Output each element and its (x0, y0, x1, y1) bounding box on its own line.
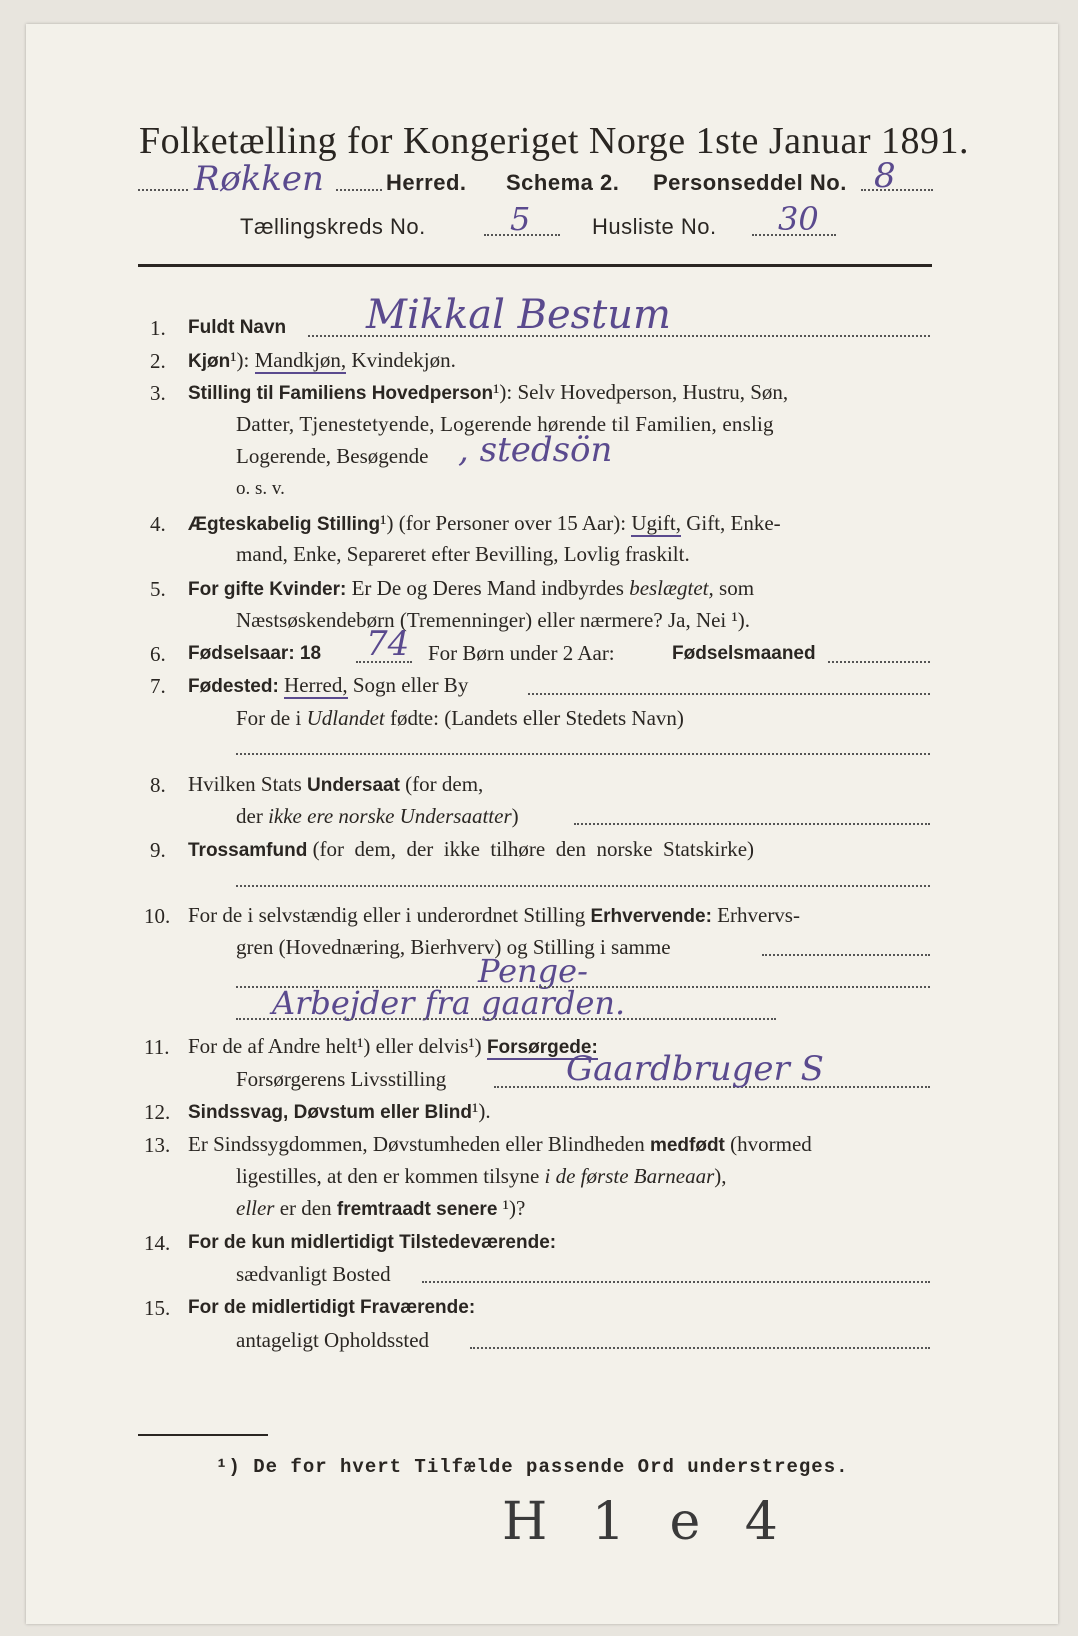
q7-italic: Udlandet (306, 706, 385, 730)
q3-line2: Datter, Tjenestetyende, Logerende hørende til Familien, enslig (236, 412, 774, 436)
q11-text2: eller delvis (375, 1034, 469, 1058)
q15-number: 15. (144, 1296, 171, 1320)
personseddel-value: 8 (874, 156, 896, 196)
q4-option-ugift: Ugift, (631, 511, 681, 535)
kreds-label: Tællingskreds No. (240, 214, 426, 239)
q3-label: Stilling til Familiens Hovedperson (188, 383, 494, 404)
herred-label: Herred. (386, 170, 467, 195)
q1-label: Fuldt Navn (188, 317, 287, 338)
q3-options-1: Selv Hovedperson, Hustru, Søn, (517, 380, 789, 404)
q13-text2: (hvormed (730, 1132, 812, 1156)
q7-label: Fødested: (188, 676, 279, 697)
q7-text2: For de i (236, 706, 302, 730)
q13-line3 (236, 1196, 525, 1221)
q8-text3: der (236, 804, 263, 828)
dotted-leader (356, 661, 412, 663)
q6-value: 74 (366, 624, 410, 664)
kreds-value: 5 (510, 200, 531, 238)
q8-number: 8. (150, 773, 166, 797)
dotted-leader (138, 189, 188, 191)
q11-text: For de af Andre helt (188, 1034, 358, 1058)
q13-italic2: eller (236, 1196, 275, 1220)
q11-sup: ¹) (357, 1034, 371, 1058)
q8-italic: ikke ere norske Undersaatter (268, 804, 512, 828)
q4-options: Gift, Enke- (686, 511, 781, 535)
q5-number: 5. (150, 577, 166, 601)
q10-label: Erhvervende: (590, 906, 712, 927)
q8-line1 (188, 772, 483, 797)
q11-sup2: ¹) (468, 1034, 482, 1058)
husliste-value: 30 (778, 200, 819, 238)
q5-text: Er De og Deres Mand indbyrdes (351, 576, 624, 600)
q10-text2: Erhvervs- (717, 903, 800, 927)
q4-number: 4. (150, 512, 166, 536)
dotted-leader (470, 1347, 930, 1349)
dotted-leader (574, 823, 930, 825)
q3-value: , stedsön (458, 430, 613, 470)
q6-label: Fødselsaar: 18 (188, 643, 322, 664)
dotted-leader (528, 693, 930, 695)
q15-label: For de midlertidigt Fraværende: (188, 1297, 476, 1318)
q7-text3: fødte: (Landets eller Stedets Navn) (389, 706, 684, 730)
dotted-leader (484, 234, 560, 236)
q2-label: Kjøn (188, 351, 231, 372)
q11-label: Forsørgede: (486, 1037, 598, 1058)
census-form (26, 24, 1058, 1624)
q8-text: Hvilken Stats (188, 772, 302, 796)
q5-text-end: som (719, 576, 755, 600)
q15-line2: antageligt Opholdssted (236, 1328, 430, 1352)
q10-line2: gren (Hovednæring, Bierhverv) og Stilling i samme (236, 935, 671, 959)
q14-label: For de kun midlertidigt Tilstedeværende: (188, 1232, 557, 1253)
q6-text: For Børn under 2 Aar: (428, 641, 615, 665)
q7-text: Sogn eller By (352, 673, 469, 697)
archive-mark: H 1 e 4 (502, 1492, 792, 1552)
q12-label: Sindssvag, Døvstum eller Blind (188, 1102, 473, 1123)
q13-sup: ¹)? (502, 1196, 526, 1220)
dotted-leader (752, 234, 836, 236)
dotted-leader (762, 954, 930, 956)
q7-number: 7. (150, 674, 166, 698)
q13-line1 (188, 1132, 812, 1157)
q12-sup: ¹). (472, 1099, 491, 1123)
q11-line2: Forsørgerens Livsstilling (236, 1067, 447, 1091)
dotted-leader (236, 1018, 776, 1020)
q1-number: 1. (150, 316, 166, 340)
q14-number: 14. (144, 1231, 171, 1255)
q4-label: Ægteskabelig Stilling (188, 514, 381, 535)
q7-line2 (236, 706, 684, 731)
q4-sup: ¹) (380, 511, 394, 535)
q11-line1 (188, 1034, 598, 1059)
q2-number: 2. (150, 349, 166, 373)
q1-value: Mikkal Bestum (366, 292, 671, 338)
q5-line1 (188, 576, 754, 601)
form-title: Folketælling for Kongeriget Norge 1ste Januar 1891. (139, 120, 970, 162)
q12-line (188, 1099, 491, 1124)
q3-line3: Logerende, Besøgende (236, 444, 429, 468)
q4-line2: mand, Enke, Separeret efter Bevilling, Lovlig fraskilt. (236, 542, 690, 566)
q2-option-male: Mandkjøn, (254, 348, 347, 372)
q13-text3: ligestilles, at den er kommen tilsyne (236, 1164, 540, 1188)
dotted-leader (861, 189, 933, 191)
q5-line2: Næstsøskendebørn (Tremenninger) eller nærmere? Ja, Nei ¹). (236, 608, 751, 632)
q13-text: Er Sindssygdommen, Døvstumheden eller Blindheden (188, 1132, 645, 1156)
schema-label: Schema 2. (506, 170, 620, 195)
q8-text2: (for dem, (405, 772, 484, 796)
q11-value: Gaardbruger S (566, 1049, 824, 1089)
q8-paren: ) (511, 804, 519, 828)
q10-value1: Penge- (478, 952, 588, 990)
q13-line2 (236, 1164, 727, 1189)
header-rule (138, 264, 932, 267)
q7-line1 (188, 673, 468, 698)
herred-value: Røkken (194, 159, 324, 199)
q8-label: Undersaat (307, 775, 400, 796)
q14-line2: sædvanligt Bosted (236, 1262, 391, 1286)
q5-italic: beslægtet, (629, 576, 714, 600)
dotted-leader (828, 661, 930, 663)
q13-text4: ), (714, 1164, 727, 1188)
q9-label: Trossamfund (188, 840, 308, 861)
q3-line4: o. s. v. (236, 478, 285, 499)
q2-sup: ¹): (230, 348, 250, 372)
q11-number: 11. (144, 1035, 170, 1059)
q5-label: For gifte Kvinder: (188, 579, 347, 600)
dotted-leader (236, 753, 930, 755)
footnote: ¹) De for hvert Tilfælde passende Ord understreges. (216, 1456, 849, 1478)
q3-line1 (188, 380, 788, 405)
q10-value2: Arbejder fra gaarden. (272, 984, 626, 1022)
q9-line (188, 837, 754, 862)
footnote-rule (138, 1434, 268, 1436)
q13-text5: er den (279, 1196, 332, 1220)
q13-label: medfødt (649, 1135, 725, 1156)
q3-number: 3. (150, 381, 166, 405)
husliste-label: Husliste No. (592, 214, 717, 239)
q6-number: 6. (150, 642, 166, 666)
q13-label2: fremtraadt senere (336, 1199, 498, 1220)
q13-number: 13. (144, 1133, 171, 1157)
q7-option-herred: Herred, (284, 673, 348, 697)
q2-line (188, 348, 456, 373)
q10-line1 (188, 903, 800, 928)
q8-line2 (236, 804, 519, 829)
q4-text: (for Personer over 15 Aar): (398, 511, 627, 535)
q4-line1 (188, 511, 781, 536)
q12-number: 12. (144, 1100, 171, 1124)
q2-option-female: Kvindekjøn. (351, 348, 456, 372)
q13-italic: i de første Barneaar (544, 1164, 715, 1188)
q10-number: 10. (144, 904, 171, 928)
q9-number: 9. (150, 838, 166, 862)
q10-text: For de i selvstændig eller i underordnet Stilling (188, 903, 586, 927)
q9-text: (for dem, der ikke tilhøre den norske Statskirke) (312, 837, 755, 861)
dotted-leader (336, 189, 382, 191)
personseddel-label: Personseddel No. (653, 170, 847, 195)
q6-label2: Fødselsmaaned (672, 643, 816, 664)
dotted-leader (422, 1281, 930, 1283)
dotted-leader (236, 885, 930, 887)
q3-sup: ¹): (493, 380, 513, 404)
